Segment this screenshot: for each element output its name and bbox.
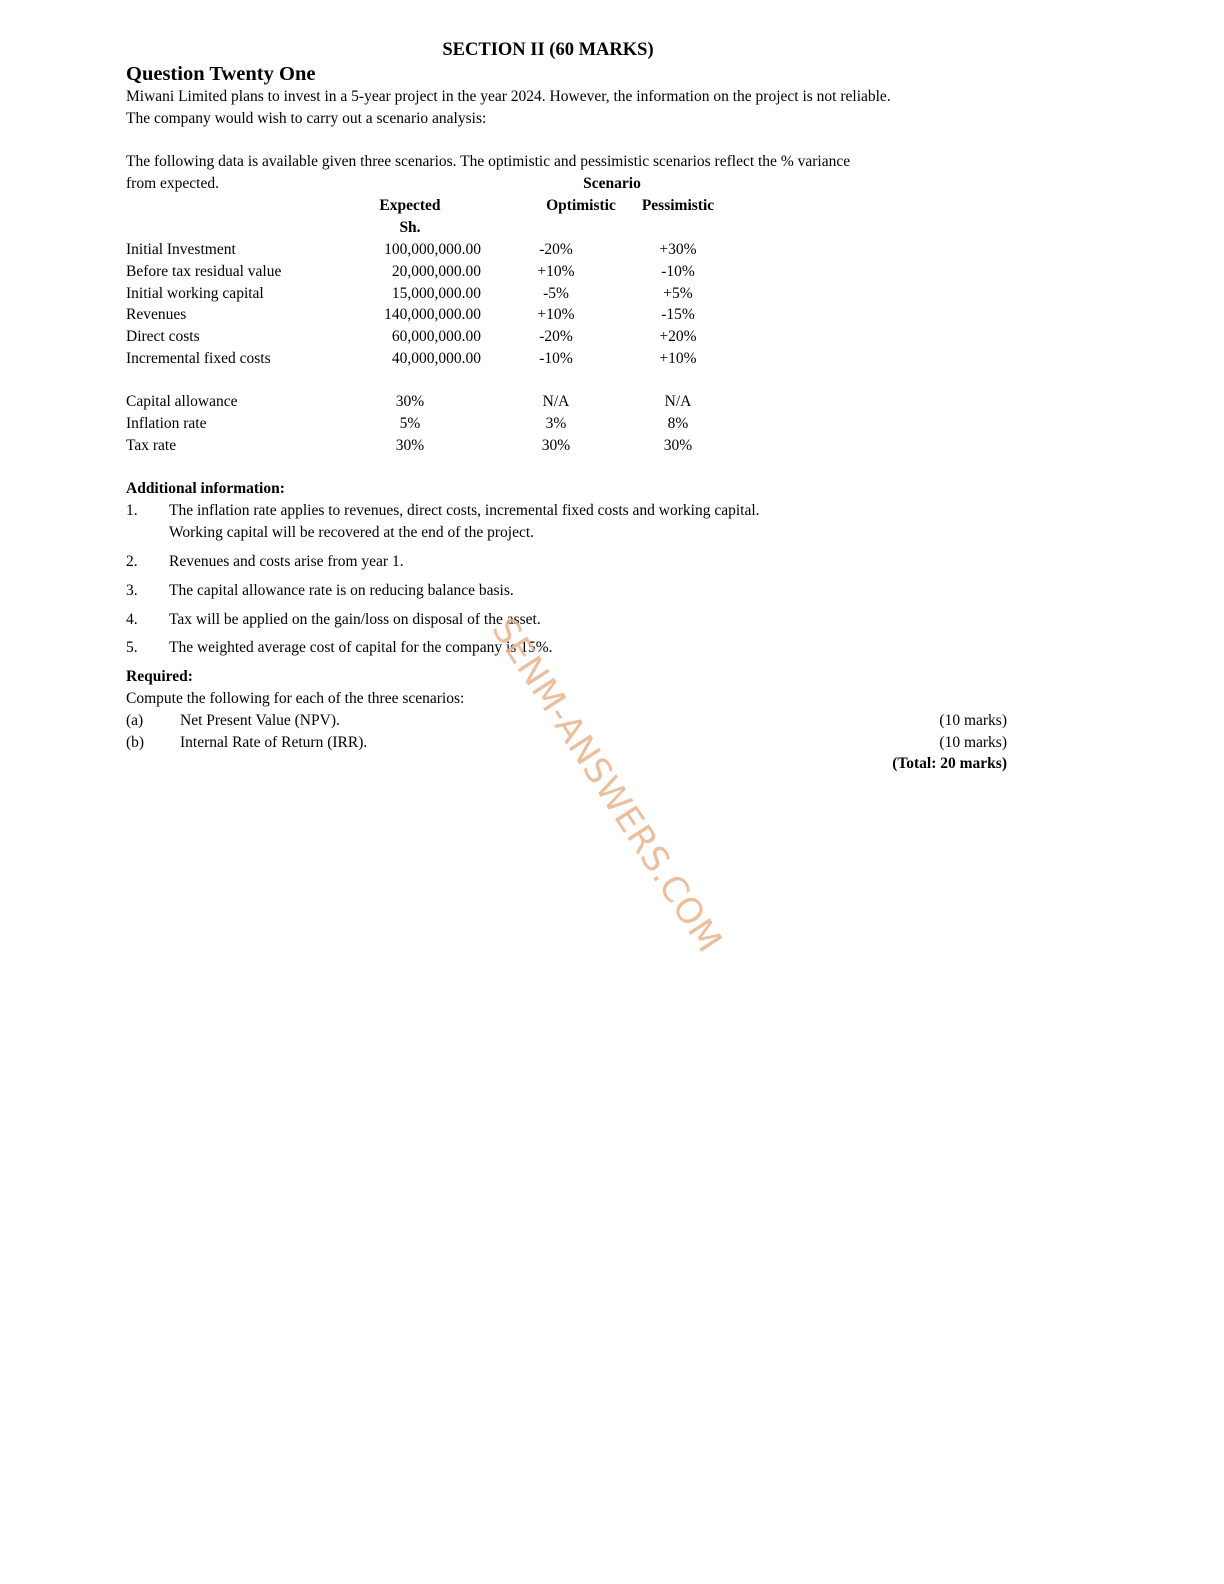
row-pessimistic: 8% xyxy=(667,415,689,432)
row-optimistic: -5% xyxy=(543,285,569,302)
col-optimistic-heading: Optimistic xyxy=(546,197,616,214)
item-number: 4. xyxy=(126,611,138,628)
item-text: Revenues and costs arise from year 1. xyxy=(169,553,404,570)
row-optimistic: +10% xyxy=(537,263,575,280)
row-label: Capital allowance xyxy=(126,393,238,410)
row-pessimistic: 30% xyxy=(663,437,693,454)
part-marks: (10 marks) xyxy=(939,734,1007,751)
item-text: Tax will be applied on the gain/loss on disposal of the asset. xyxy=(169,611,541,628)
total-marks: (Total: 20 marks) xyxy=(892,755,1007,772)
part-marks: (10 marks) xyxy=(939,712,1007,729)
part-label: (a) xyxy=(126,712,144,729)
row-label: Tax rate xyxy=(126,437,177,454)
scenario-heading: Scenario xyxy=(583,175,641,192)
item-text: The weighted average cost of capital for the company is 15%. xyxy=(169,639,553,656)
row-optimistic: N/A xyxy=(542,393,570,410)
row-optimistic: -20% xyxy=(539,328,573,345)
watermark: SENM-ANSWERS.COM xyxy=(483,611,730,960)
row-pessimistic: +5% xyxy=(663,285,693,302)
item-text: The inflation rate applies to revenues, direct costs, incremental fixed costs and working capital. xyxy=(169,502,760,519)
part-text: Internal Rate of Return (IRR). xyxy=(180,734,368,751)
row-optimistic: +10% xyxy=(537,306,575,323)
data-intro-line-1: The following data is available given three scenarios. The optimistic and pessimistic scenarios reflect the % variance xyxy=(126,153,851,170)
item-number: 1. xyxy=(126,502,138,519)
row-pessimistic: +20% xyxy=(659,328,697,345)
row-optimistic: 3% xyxy=(545,415,567,432)
question-title: Question Twenty One xyxy=(126,63,316,85)
row-optimistic: -20% xyxy=(539,241,573,258)
col-pessimistic-heading: Pessimistic xyxy=(641,197,715,214)
row-expected: 30% xyxy=(395,437,425,454)
part-text: Net Present Value (NPV). xyxy=(180,712,340,729)
item-number: 2. xyxy=(126,553,138,570)
row-expected: 140,000,000.00 xyxy=(384,306,481,323)
intro-line-2: The company would wish to carry out a scenario analysis: xyxy=(126,110,487,127)
row-pessimistic: -15% xyxy=(661,306,695,323)
additional-heading: Additional information: xyxy=(126,480,285,497)
item-text: The capital allowance rate is on reducing balance basis. xyxy=(169,582,514,599)
row-label: Direct costs xyxy=(126,328,200,345)
item-text-cont: Working capital will be recovered at the end of the project. xyxy=(169,524,535,541)
row-expected: 5% xyxy=(399,415,421,432)
row-optimistic: 30% xyxy=(541,437,571,454)
row-pessimistic: +30% xyxy=(659,241,697,258)
section-title: SECTION II (60 MARKS) xyxy=(442,40,654,60)
row-pessimistic: N/A xyxy=(664,393,692,410)
required-heading: Required: xyxy=(126,668,193,685)
row-label: Before tax residual value xyxy=(126,263,282,280)
row-expected: 100,000,000.00 xyxy=(384,241,481,258)
item-number: 5. xyxy=(126,639,138,656)
required-intro: Compute the following for each of the three scenarios: xyxy=(126,690,465,707)
row-pessimistic: +10% xyxy=(659,350,697,367)
part-label: (b) xyxy=(126,734,145,751)
row-label: Initial Investment xyxy=(126,241,236,258)
row-expected: 20,000,000.00 xyxy=(391,263,481,280)
row-label: Revenues xyxy=(126,306,187,323)
row-label: Initial working capital xyxy=(126,285,264,302)
intro-line-1: Miwani Limited plans to invest in a 5-year project in the year 2024. However, the information on the project is not reliable. xyxy=(126,88,891,105)
col-expected-heading: Expected xyxy=(379,197,441,214)
row-pessimistic: -10% xyxy=(661,263,695,280)
row-label: Inflation rate xyxy=(126,415,207,432)
data-intro-line-2: from expected. xyxy=(126,175,219,192)
row-expected: 30% xyxy=(395,393,425,410)
row-expected: 40,000,000.00 xyxy=(391,350,481,367)
col-expected-unit: Sh. xyxy=(399,219,421,236)
row-expected: 15,000,000.00 xyxy=(391,285,481,302)
row-expected: 60,000,000.00 xyxy=(391,328,481,345)
row-optimistic: -10% xyxy=(539,350,573,367)
item-number: 3. xyxy=(126,582,138,599)
row-label: Incremental fixed costs xyxy=(126,350,271,367)
